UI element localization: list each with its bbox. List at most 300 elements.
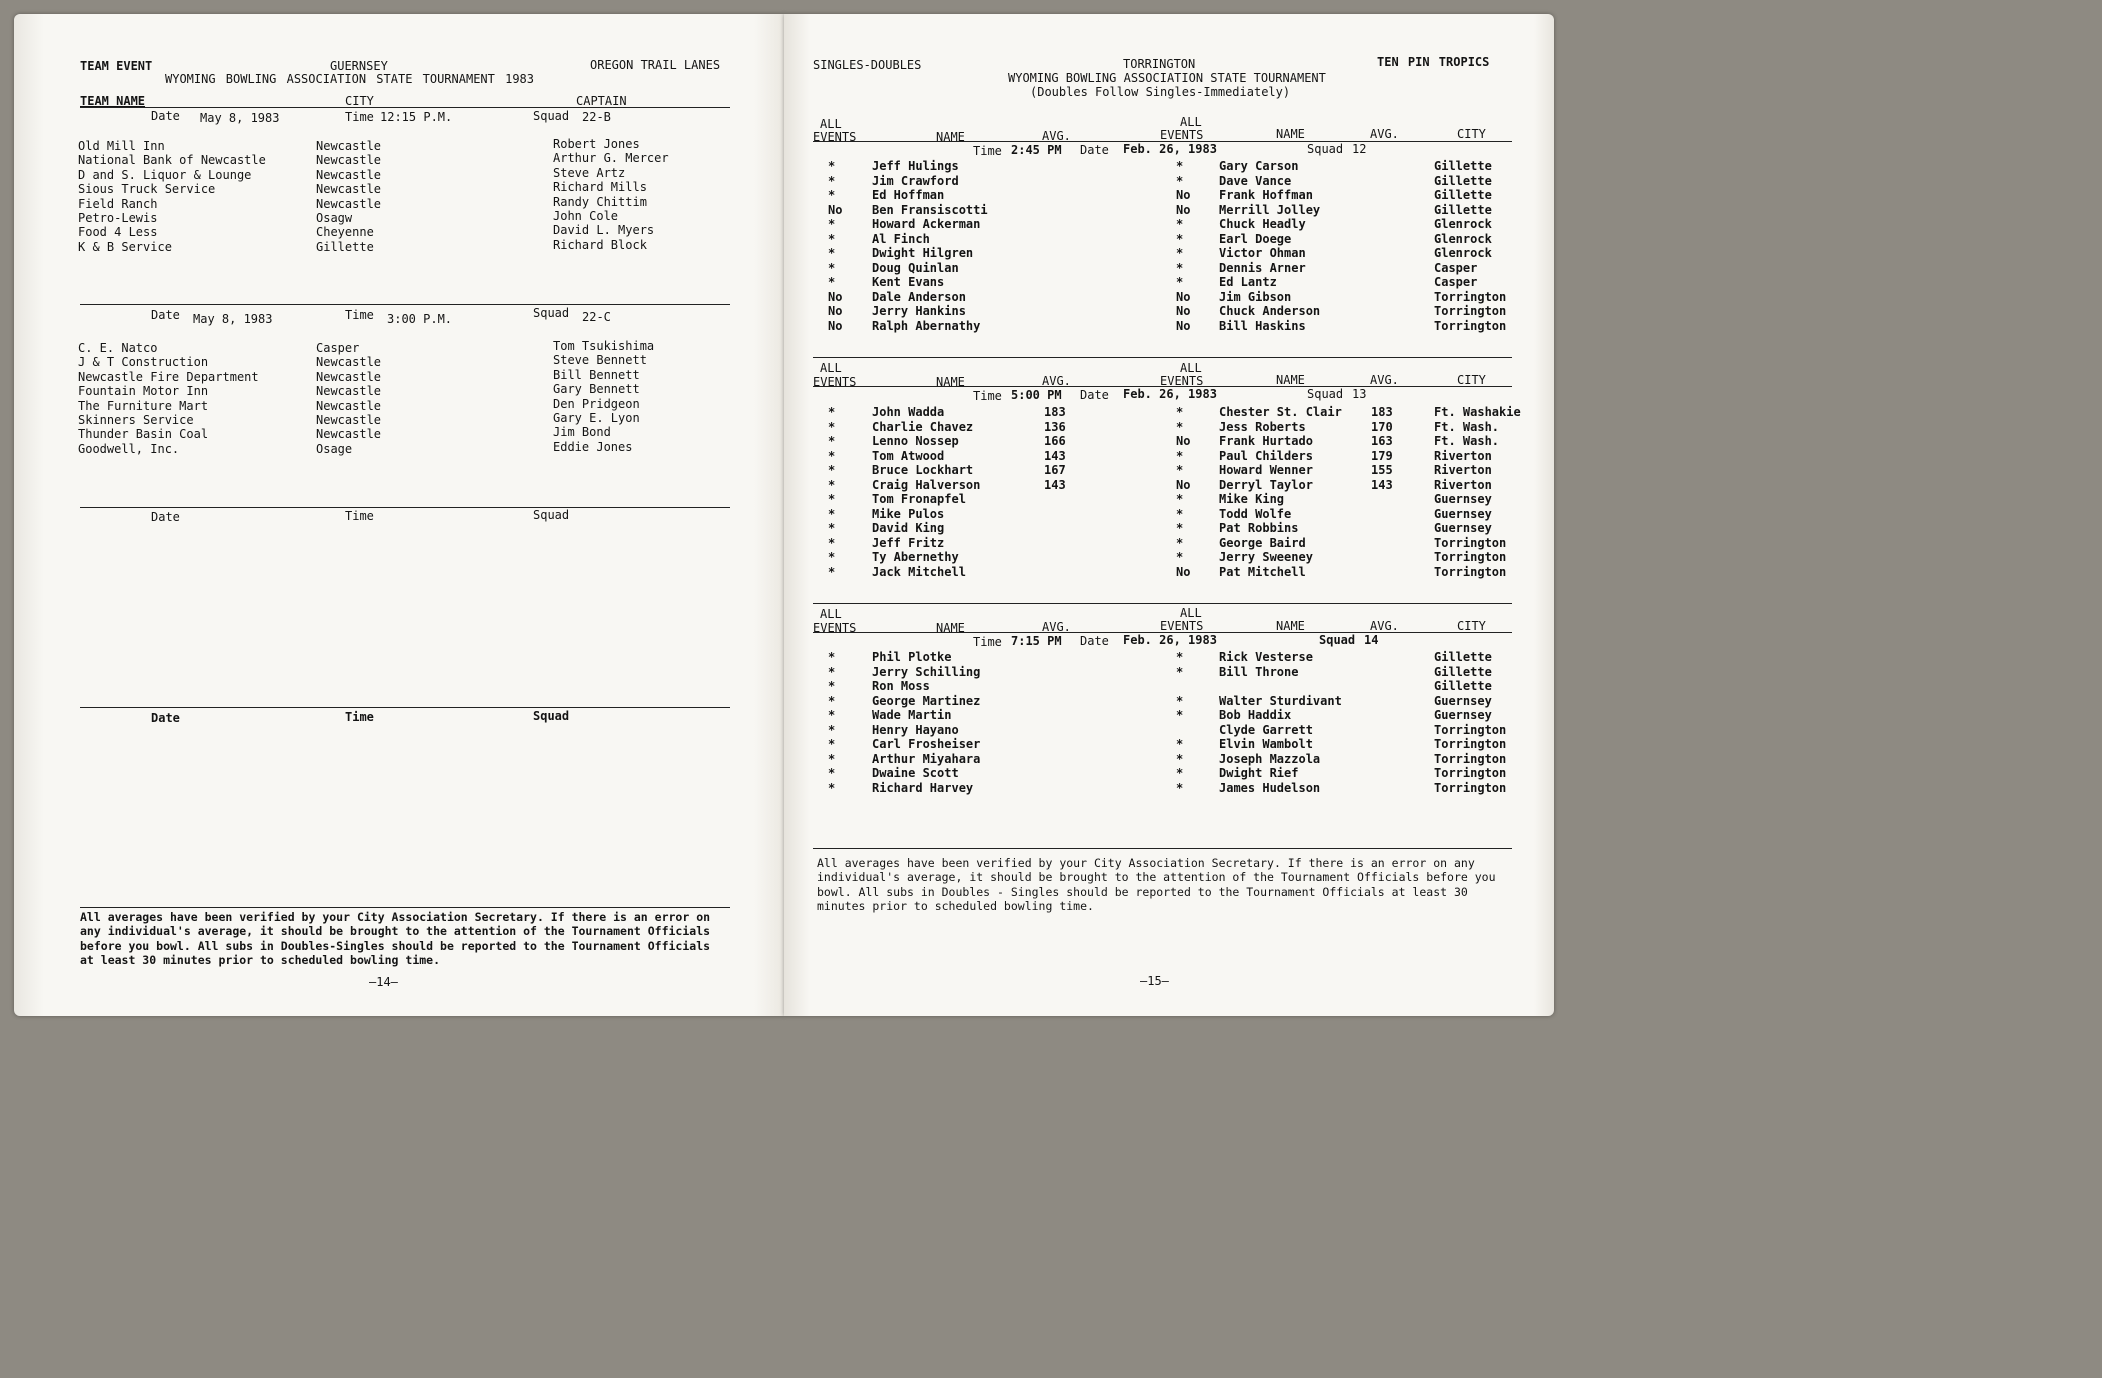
bowler-name-2: Paul Childers [1219,448,1313,463]
bowler-name-2: Pat Robbins [1219,521,1299,535]
col-name-2: NAME [1276,619,1305,633]
date-label: Date [151,510,180,524]
bowler-avg-2: 183 [1371,405,1393,419]
bowler-avg-1: 143 [1044,477,1066,492]
bowler-name-2: Jim Gibson [1219,289,1292,304]
team-captain: Richard Mills [553,180,647,195]
bowler-name-2: Gary Carson [1219,159,1299,173]
tournament-title: WYOMING BOWLING ASSOCIATION STATE TOURNAMENT 1983 [165,72,535,86]
team-name: Old Mill Inn [78,139,165,153]
bowler-city: Torrington [1434,737,1507,751]
bowler-city: Torrington [1434,535,1507,550]
squad-number: 22-C [582,310,611,324]
team-captain: Richard Block [553,237,647,252]
page-14 [14,14,784,1016]
all-events-2: * [1176,405,1184,419]
all-events-2: * [1176,275,1184,289]
bowler-name-2: Frank Hoffman [1219,188,1313,202]
bowler-name-2: Mike King [1219,492,1285,506]
team-captain: Tom Tsukishima [553,339,655,353]
bowler-city: Torrington [1434,780,1507,795]
bowler-name-1: Tom Atwood [872,448,945,463]
bowler-name-1: Bruce Lockhart [872,463,974,477]
bowler-city: Casper [1434,260,1478,275]
all-events-1: * [828,693,836,708]
bowler-name-1: Dwaine Scott [872,766,959,780]
all-events-2: * [1176,650,1184,664]
all-events-1: * [828,492,836,506]
bowler-name-2: Clyde Garrett [1219,722,1313,737]
bowler-name-1: David King [872,521,945,535]
col-events-2: EVENTS [1160,374,1204,388]
bowler-city: Gillette [1434,650,1492,664]
time-label: Time [973,144,1002,158]
all-events-2: * [1176,535,1184,550]
bowler-name-2: Ed Lantz [1219,275,1277,289]
col-events-2: EVENTS [1160,619,1204,633]
col-all-2: ALL [1180,361,1202,375]
squad-label: Squad [533,709,570,723]
col-events: EVENTS [813,621,857,635]
bowler-city: Torrington [1434,751,1507,766]
team-name: J & T Construction [78,355,209,370]
all-events-2: * [1176,217,1184,231]
all-events-2: * [1176,260,1184,275]
squad-number: 22-B [582,110,611,124]
bowler-name-1: Jack Mitchell [872,564,966,579]
col-events: EVENTS [813,130,857,144]
all-events-1: No [828,289,843,304]
all-events-1: * [828,188,836,202]
team-captain: David L. Myers [553,223,655,238]
bowler-name-1: George Martinez [872,693,981,708]
all-events-1: No [828,202,843,217]
bowler-name-2: Victor Ohman [1219,246,1306,260]
bowler-city: Gillette [1434,159,1492,173]
bowler-name-1: Al Finch [872,231,930,246]
bowler-city: Torrington [1434,318,1507,333]
bowler-name-1: Arthur Miyahara [872,751,981,766]
col-name-2: NAME [1276,127,1305,141]
all-events-1: * [828,722,836,737]
all-events-1: No [828,318,843,333]
all-events-1: * [828,521,836,535]
all-events-1: * [828,477,836,492]
bowler-city: Gillette [1434,188,1492,202]
bowler-name-1: Carl Frosheiser [872,737,981,751]
bowler-name-2: Chuck Anderson [1219,304,1321,318]
all-events-2: * [1176,780,1184,795]
bowler-name-2: Pat Mitchell [1219,564,1306,579]
col-name: NAME [936,375,965,389]
all-events-2: No [1176,202,1191,217]
squad-time: 3:00 P.M. [387,312,453,326]
team-city: Newcastle [316,196,382,211]
bowler-avg-2: 179 [1371,448,1393,463]
all-events-1: * [828,217,836,231]
team-name: D and S. Liquor & Lounge [78,167,252,182]
bowler-name-1: Jim Crawford [872,173,959,188]
all-events-1: * [828,650,836,664]
bowler-city: Riverton [1434,463,1492,477]
team-name: K & B Service [78,239,172,254]
all-events-1: * [828,506,836,521]
all-events-2: * [1176,521,1184,535]
bowler-name-1: Howard Ackerman [872,217,981,231]
bowler-name-2: Jess Roberts [1219,419,1306,434]
bowler-name-2: Derryl Taylor [1219,477,1313,492]
col-all-2: ALL [1180,606,1202,620]
bowler-avg-2: 143 [1371,477,1393,492]
bowler-city: Glenrock [1434,217,1492,231]
bowler-city: Torrington [1434,550,1507,564]
all-events-2: No [1176,289,1191,304]
time-label: Time [345,710,374,724]
team-captain: Robert Jones [553,137,640,151]
header-rule [80,107,730,108]
bowler-name-2: Joseph Mazzola [1219,751,1321,766]
section-rule [813,357,1512,358]
section-rule [813,603,1512,604]
bowler-name-1: Mike Pulos [872,506,945,521]
all-events-1: * [828,751,836,766]
all-events-2: * [1176,550,1184,564]
team-name: Sious Truck Service [78,182,216,197]
all-events-1: * [828,246,836,260]
col-name-2: NAME [1276,373,1305,387]
all-events-1: * [828,550,836,564]
averages-note: All averages have been verified by your City Association Secretary. If there is an error on any individual's average, it should be brought to the attention of the Tournament Officials before you bowl. All subs in Doubles - Singles should be reported to the Tournament Officials at least 30 minutes prior to scheduled bowling time. [817,856,1496,914]
team-city: Newcastle [316,413,382,427]
all-events-1: * [828,448,836,463]
col-all-2: ALL [1180,115,1202,129]
bowler-avg-1: 183 [1044,405,1066,419]
bowler-city: Guernsey [1434,506,1492,521]
col-all: ALL [820,361,842,375]
bowler-city: Torrington [1434,722,1507,737]
team-city: Newcastle [316,355,382,370]
bowler-name-2: Bill Throne [1219,664,1299,679]
team-name: Newcastle Fire Department [78,369,259,384]
bowler-name-2: Bill Haskins [1219,318,1306,333]
bowler-name-1: Ron Moss [872,679,930,693]
team-name: Fountain Motor Inn [78,384,209,399]
note-rule [80,907,730,908]
squad-label: Squad [533,109,570,123]
col-avg: AVG. [1042,620,1071,634]
bowler-name-1: Richard Harvey [872,780,974,795]
bowler-city: Gillette [1434,664,1492,679]
event-title: TEAM EVENT [80,59,153,73]
team-captain: Gary E. Lyon [553,411,640,425]
bowler-city: Riverton [1434,477,1492,492]
host-city: TORRINGTON [1123,57,1196,71]
squad-date: May 8, 1983 [200,111,280,125]
event-title: SINGLES-DOUBLES [813,58,922,72]
bowler-name-1: Jerry Schilling [872,664,981,679]
all-events-2: * [1176,492,1184,506]
date-label: Date [151,109,180,123]
bowler-city: Guernsey [1434,708,1492,722]
squad-label: Squad [533,306,570,320]
col-captain: CAPTAIN [576,94,627,108]
team-name: The Furniture Mart [78,398,209,413]
bowler-name-2: Chester St. Clair [1219,405,1342,419]
squad-label: Squad [1319,633,1356,647]
bowler-name-1: Jeff Hulings [872,159,959,173]
all-events-2: * [1176,506,1184,521]
col-city: CITY [1457,127,1486,141]
page-15 [784,14,1554,1016]
squad-date: May 8, 1983 [193,312,273,326]
team-captain: John Cole [553,209,619,223]
bowler-name-1: Phil Plotke [872,650,952,664]
bowler-name-1: Ty Abernethy [872,550,959,564]
all-events-1: * [828,564,836,579]
team-city: Newcastle [316,384,382,399]
bowler-name-2: Rick Vesterse [1219,650,1313,664]
team-city: Cheyenne [316,225,374,240]
bowler-name-1: Craig Halverson [872,477,981,492]
bowler-avg-1: 143 [1044,448,1066,463]
bowler-city: Glenrock [1434,246,1492,260]
section-rule [80,707,730,708]
time-label: Time [345,509,374,523]
all-events-2: No [1176,477,1191,492]
col-city: CITY [345,94,374,108]
date-label: Date [1080,143,1109,157]
all-events-1: * [828,275,836,289]
section-rule [80,507,730,508]
all-events-2: No [1176,564,1191,579]
squad-date: Feb. 26, 1983 [1123,387,1217,401]
squad-label: Squad [533,508,570,522]
all-events-1: * [828,780,836,795]
team-captain: Arthur G. Mercer [553,151,669,166]
bowler-name-1: Tom Fronapfel [872,492,966,506]
all-events-1: * [828,708,836,722]
team-captain: Randy Chittim [553,194,647,209]
all-events-1: * [828,664,836,679]
time-label: Time [345,110,374,124]
bowler-name-1: Ralph Abernathy [872,318,981,333]
team-city: Gillette [316,239,374,254]
all-events-2: * [1176,463,1184,477]
averages-note: All averages have been verified by your City Association Secretary. If there is an error on any individual's average, it should be brought to the attention of the Tournament Officials before you bowl. All subs in Doubles-Singles should be reported to the Tournament Officials at least 30 minutes prior to scheduled bowling time. [80,910,711,968]
team-city: Osagw [316,211,353,225]
team-city: Casper [316,341,360,355]
team-city: Newcastle [316,167,382,182]
bowler-city: Ft. Wash. [1434,434,1500,448]
col-name: NAME [936,130,965,144]
squad-date: Feb. 26, 1983 [1123,142,1217,156]
team-city: Newcastle [316,153,382,168]
time-label: Time [973,635,1002,649]
bowler-name-2: Walter Sturdivant [1219,693,1342,708]
team-captain: Jim Bond [553,425,611,440]
col-all: ALL [820,607,842,621]
bowler-city: Torrington [1434,289,1507,304]
all-events-2: * [1176,159,1184,173]
bowler-avg-1: 166 [1044,434,1066,448]
all-events-1: * [828,419,836,434]
bowler-name-2: Elvin Wambolt [1219,737,1313,751]
all-events-2: * [1176,664,1184,679]
all-events-1: * [828,766,836,780]
bowler-name-2: Earl Doege [1219,231,1292,246]
all-events-2: No [1176,434,1191,448]
squad-number: 14 [1364,633,1379,647]
all-events-1: * [828,679,836,693]
all-events-2: No [1176,304,1191,318]
bowler-name-1: Wade Martin [872,708,952,722]
squad-label: Squad [1307,387,1344,401]
col-name: NAME [936,621,965,635]
page-number: —15— [1140,974,1169,988]
all-events-2: No [1176,188,1191,202]
bowler-name-1: Henry Hayano [872,722,959,737]
host-city: GUERNSEY [330,59,388,73]
all-events-2: * [1176,173,1184,188]
all-events-1: * [828,231,836,246]
bowler-city: Casper [1434,275,1478,289]
bowler-name-2: Bob Haddix [1219,708,1292,722]
tournament-subtitle: (Doubles Follow Singles-Immediately) [1030,85,1291,99]
bowler-name-2: James Hudelson [1219,780,1321,795]
team-captain: Gary Bennett [553,382,640,397]
team-name: National Bank of Newcastle [78,153,266,168]
bowler-name-2: Chuck Headly [1219,217,1306,231]
bowler-city: Guernsey [1434,693,1492,708]
bowler-city: Glenrock [1434,231,1492,246]
bowler-avg-1: 167 [1044,463,1066,477]
squad-time: 12:15 P.M. [380,110,453,124]
bowler-name-2: Todd Wolfe [1219,506,1292,521]
col-team-name: TEAM NAME [80,94,146,108]
note-rule [813,848,1512,849]
bowler-name-1: Lenno Nossep [872,434,959,448]
all-events-1: * [828,535,836,550]
squad-date: Feb. 26, 1983 [1123,633,1217,647]
bowler-city: Gillette [1434,173,1492,188]
team-name: Field Ranch [78,196,158,211]
col-all: ALL [820,117,842,131]
all-events-1: * [828,159,836,173]
date-label: Date [151,711,180,725]
squad-time: 5:00 PM [1011,388,1062,402]
team-captain: Bill Bennett [553,367,640,382]
col-avg: AVG. [1042,374,1071,388]
squad-number: 13 [1352,387,1367,401]
bowler-name-2: Howard Wenner [1219,463,1313,477]
bowler-name-2: George Baird [1219,535,1306,550]
bowler-avg-1: 136 [1044,419,1066,434]
team-city: Newcastle [316,398,382,413]
all-events-2: * [1176,419,1184,434]
all-events-1: * [828,405,836,419]
team-name: Food 4 Less [78,225,158,240]
all-events-2: * [1176,766,1184,780]
team-city: Newcastle [316,427,382,442]
all-events-1: * [828,737,836,751]
bowler-name-1: Jerry Hankins [872,304,966,318]
team-captain: Den Pridgeon [553,396,640,411]
date-label: Date [1080,634,1109,648]
all-events-1: No [828,304,843,318]
squad-number: 12 [1352,142,1367,156]
squad-time: 7:15 PM [1011,634,1062,648]
all-events-2: * [1176,708,1184,722]
tournament-title: WYOMING BOWLING ASSOCIATION STATE TOURNAMENT [1008,71,1326,85]
col-avg-2: AVG. [1370,127,1399,141]
col-avg-2: AVG. [1370,373,1399,387]
all-events-2: * [1176,737,1184,751]
team-city: Osage [316,441,353,456]
col-city: CITY [1457,619,1486,633]
bowler-city: Torrington [1434,304,1507,318]
team-name: Skinners Service [78,413,194,427]
team-name: Thunder Basin Coal [78,427,209,442]
bowler-city: Ft. Wash. [1434,419,1500,434]
col-events: EVENTS [813,375,857,389]
bowler-name-1: Doug Quinlan [872,260,959,275]
bowler-name-1: Ed Hoffman [872,188,945,202]
bowler-name-1: Charlie Chavez [872,419,974,434]
bowler-name-2: Dwight Rief [1219,766,1299,780]
bowler-avg-2: 163 [1371,434,1393,448]
team-city: Newcastle [316,139,382,153]
team-name: C. E. Natco [78,341,158,355]
bowler-name-2: Jerry Sweeney [1219,550,1313,564]
all-events-2: * [1176,231,1184,246]
all-events-2: * [1176,448,1184,463]
bowler-city: Riverton [1434,448,1492,463]
col-city: CITY [1457,373,1486,387]
time-label: Time [345,308,374,322]
all-events-1: * [828,173,836,188]
lanes-name: TEN PIN TROPICS [1377,55,1490,69]
bowler-city: Torrington [1434,766,1507,780]
bowler-name-2: Dave Vance [1219,173,1292,188]
all-events-2: * [1176,246,1184,260]
all-events-2: No [1176,318,1191,333]
bowler-name-1: Jeff Fritz [872,535,945,550]
bowler-avg-2: 170 [1371,419,1393,434]
page-number: —14— [369,975,398,989]
team-captain: Eddie Jones [553,439,633,454]
team-captain: Steve Bennett [553,353,647,368]
team-city: Newcastle [316,369,382,384]
team-captain: Steve Artz [553,165,626,180]
bowler-city: Ft. Washakie [1434,405,1521,419]
all-events-1: * [828,434,836,448]
lanes-name: OREGON TRAIL LANES [590,58,721,72]
all-events-1: * [828,463,836,477]
squad-time: 2:45 PM [1011,143,1062,157]
bowler-name-1: Dwight Hilgren [872,246,974,260]
team-name: Petro-Lewis [78,211,158,225]
bowler-name-2: Merrill Jolley [1219,202,1321,217]
bowler-name-2: Dennis Arner [1219,260,1306,275]
date-label: Date [1080,388,1109,402]
bowler-name-1: Dale Anderson [872,289,966,304]
all-events-2: * [1176,693,1184,708]
section-rule [80,304,730,305]
bowler-name-2: Frank Hurtado [1219,434,1313,448]
bowler-name-1: Ben Fransiscotti [872,202,988,217]
bowler-avg-2: 155 [1371,463,1393,477]
date-label: Date [151,308,180,322]
